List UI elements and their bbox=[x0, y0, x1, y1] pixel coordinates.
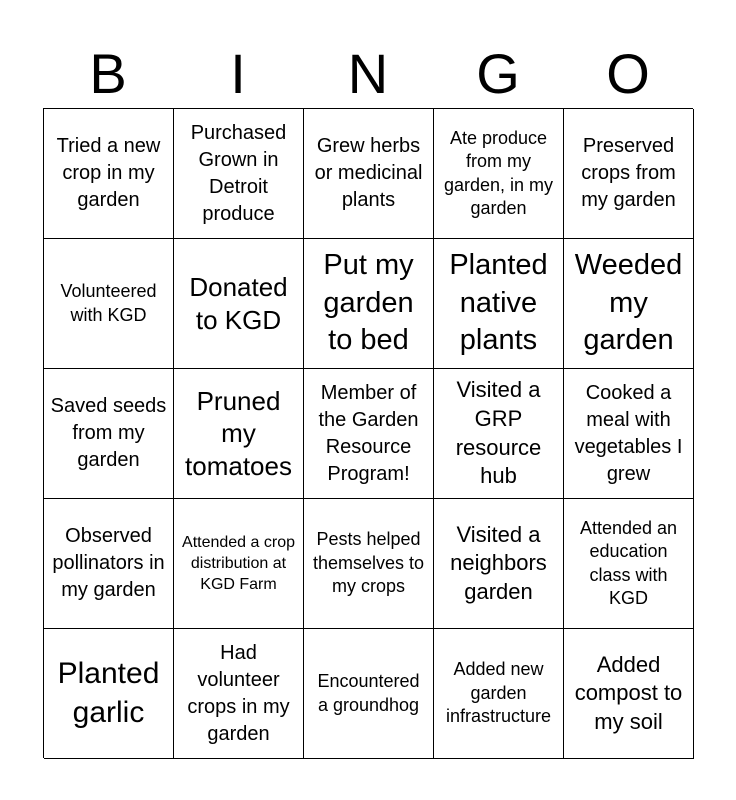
header-letter-o: O bbox=[606, 42, 650, 105]
header-letter-n: N bbox=[347, 42, 389, 105]
bingo-cell[interactable]: Saved seeds from my garden bbox=[44, 369, 174, 499]
bingo-cell[interactable]: Put my garden to bed bbox=[304, 239, 434, 369]
bingo-cell[interactable]: Attended a crop distribution at KGD Farm bbox=[174, 499, 304, 629]
bingo-cell[interactable]: Pests helped themselves to my crops bbox=[304, 499, 434, 629]
bingo-cell[interactable]: Member of the Garden Resource Program! bbox=[304, 369, 434, 499]
bingo-cell[interactable]: Purchased Grown in Detroit produce bbox=[174, 109, 304, 239]
bingo-cell[interactable]: Had volunteer crops in my garden bbox=[174, 629, 304, 759]
bingo-cell[interactable]: Ate produce from my garden, in my garden bbox=[434, 109, 564, 239]
bingo-cell[interactable]: Volunteered with KGD bbox=[44, 239, 174, 369]
bingo-cell[interactable]: Encountered a groundhog bbox=[304, 629, 434, 759]
header-letter-i: I bbox=[230, 42, 246, 105]
header-letter-b: B bbox=[89, 42, 127, 105]
header-letter-g: G bbox=[476, 42, 520, 105]
bingo-cell[interactable]: Planted native plants bbox=[434, 239, 564, 369]
bingo-cell[interactable]: Observed pollinators in my garden bbox=[44, 499, 174, 629]
bingo-cell[interactable]: Added compost to my soil bbox=[564, 629, 694, 759]
bingo-cell[interactable]: Attended an education class with KGD bbox=[564, 499, 694, 629]
bingo-grid bbox=[43, 108, 693, 758]
bingo-cell[interactable]: Weeded my garden bbox=[564, 239, 694, 369]
bingo-header bbox=[43, 40, 693, 108]
bingo-cell[interactable]: Donated to KGD bbox=[174, 239, 304, 369]
bingo-cell[interactable]: Tried a new crop in my garden bbox=[44, 109, 174, 239]
bingo-cell[interactable]: Planted garlic bbox=[44, 629, 174, 759]
bingo-cell[interactable]: Cooked a meal with vegetables I grew bbox=[564, 369, 694, 499]
bingo-cell[interactable]: Visited a neighbors garden bbox=[434, 499, 564, 629]
bingo-cell[interactable]: Visited a GRP resource hub bbox=[434, 369, 564, 499]
bingo-cell[interactable]: Grew herbs or medicinal plants bbox=[304, 109, 434, 239]
bingo-cell[interactable]: Pruned my tomatoes bbox=[174, 369, 304, 499]
bingo-cell[interactable]: Preserved crops from my garden bbox=[564, 109, 694, 239]
bingo-cell[interactable]: Added new garden infrastructure bbox=[434, 629, 564, 759]
